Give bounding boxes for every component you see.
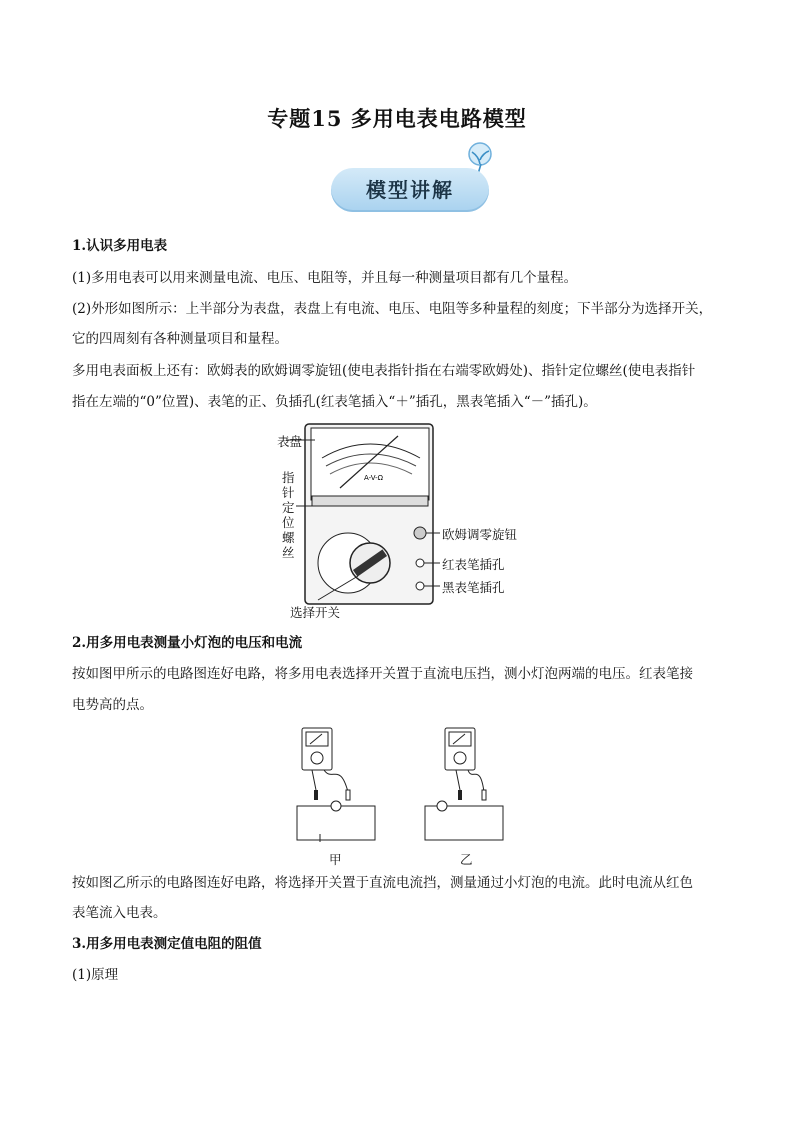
s2-paragraph-2a: 按如图乙所示的电路图连好电路，将选择开关置于直流电流挡，测量通过小灯泡的电流。此时电流从红色 <box>72 875 693 891</box>
section-1-heading: 1.认识多用电表 <box>72 238 168 254</box>
circuit-label-jia: 甲 <box>329 852 342 867</box>
section-badge: 模型讲解 <box>331 168 489 212</box>
circuit-figure <box>292 722 512 842</box>
red-jack-label: 红表笔插孔 <box>442 557 505 572</box>
s1-paragraph-2b: 它的四周刻有各种测量项目和量程。 <box>72 331 288 347</box>
circuit-left <box>297 728 375 842</box>
black-jack-label: 黑表笔插孔 <box>442 580 505 595</box>
meter-scale-text: A-V-Ω <box>364 474 384 482</box>
s2-paragraph-2b: 表笔流入电表。 <box>72 905 167 921</box>
s1-paragraph-2a: (2)外形如图所示：上半部分为表盘，表盘上有电流、电压、电阻等多种量程的刻度；下半部分为选择开关， <box>72 301 713 317</box>
s1-paragraph-3b: 指在左端的“0”位置)、表笔的正、负插孔(红表笔插入“＋”插孔，黑表笔插入“－”插孔)。 <box>72 394 597 410</box>
s3-paragraph-1: (1)原理 <box>72 967 119 983</box>
selector-switch-label: 选择开关 <box>290 605 341 620</box>
dial-label: 表盘 <box>277 434 303 449</box>
s2-paragraph-1b: 电势高的点。 <box>72 697 153 713</box>
s1-paragraph-1: (1)多用电表可以用来测量电流、电压、电阻等，并且每一种测量项目都有几个量程。 <box>72 270 578 286</box>
circuit-label-yi: 乙 <box>460 852 473 867</box>
section-3-heading: 3.用多用电表测定值电阻的阻值 <box>72 936 262 952</box>
page-title: 专题15 多用电表电路模型 <box>267 106 527 131</box>
section-2-heading: 2.用多用电表测量小灯泡的电压和电流 <box>72 635 303 651</box>
pointer-screw-label: 指针定位螺丝 <box>282 470 295 560</box>
ohm-zero-knob-label: 欧姆调零旋钮 <box>442 527 518 542</box>
s1-paragraph-3a: 多用电表面板上还有：欧姆表的欧姆调零旋钮(使电表指针指在右端零欧姆处)、指针定位螺丝(使电表指针 <box>72 363 696 379</box>
s2-paragraph-1a: 按如图甲所示的电路图连好电路，将多用电表选择开关置于直流电压挡，测小灯泡两端的电压。红表笔接 <box>72 666 693 682</box>
circuit-right <box>425 728 503 840</box>
